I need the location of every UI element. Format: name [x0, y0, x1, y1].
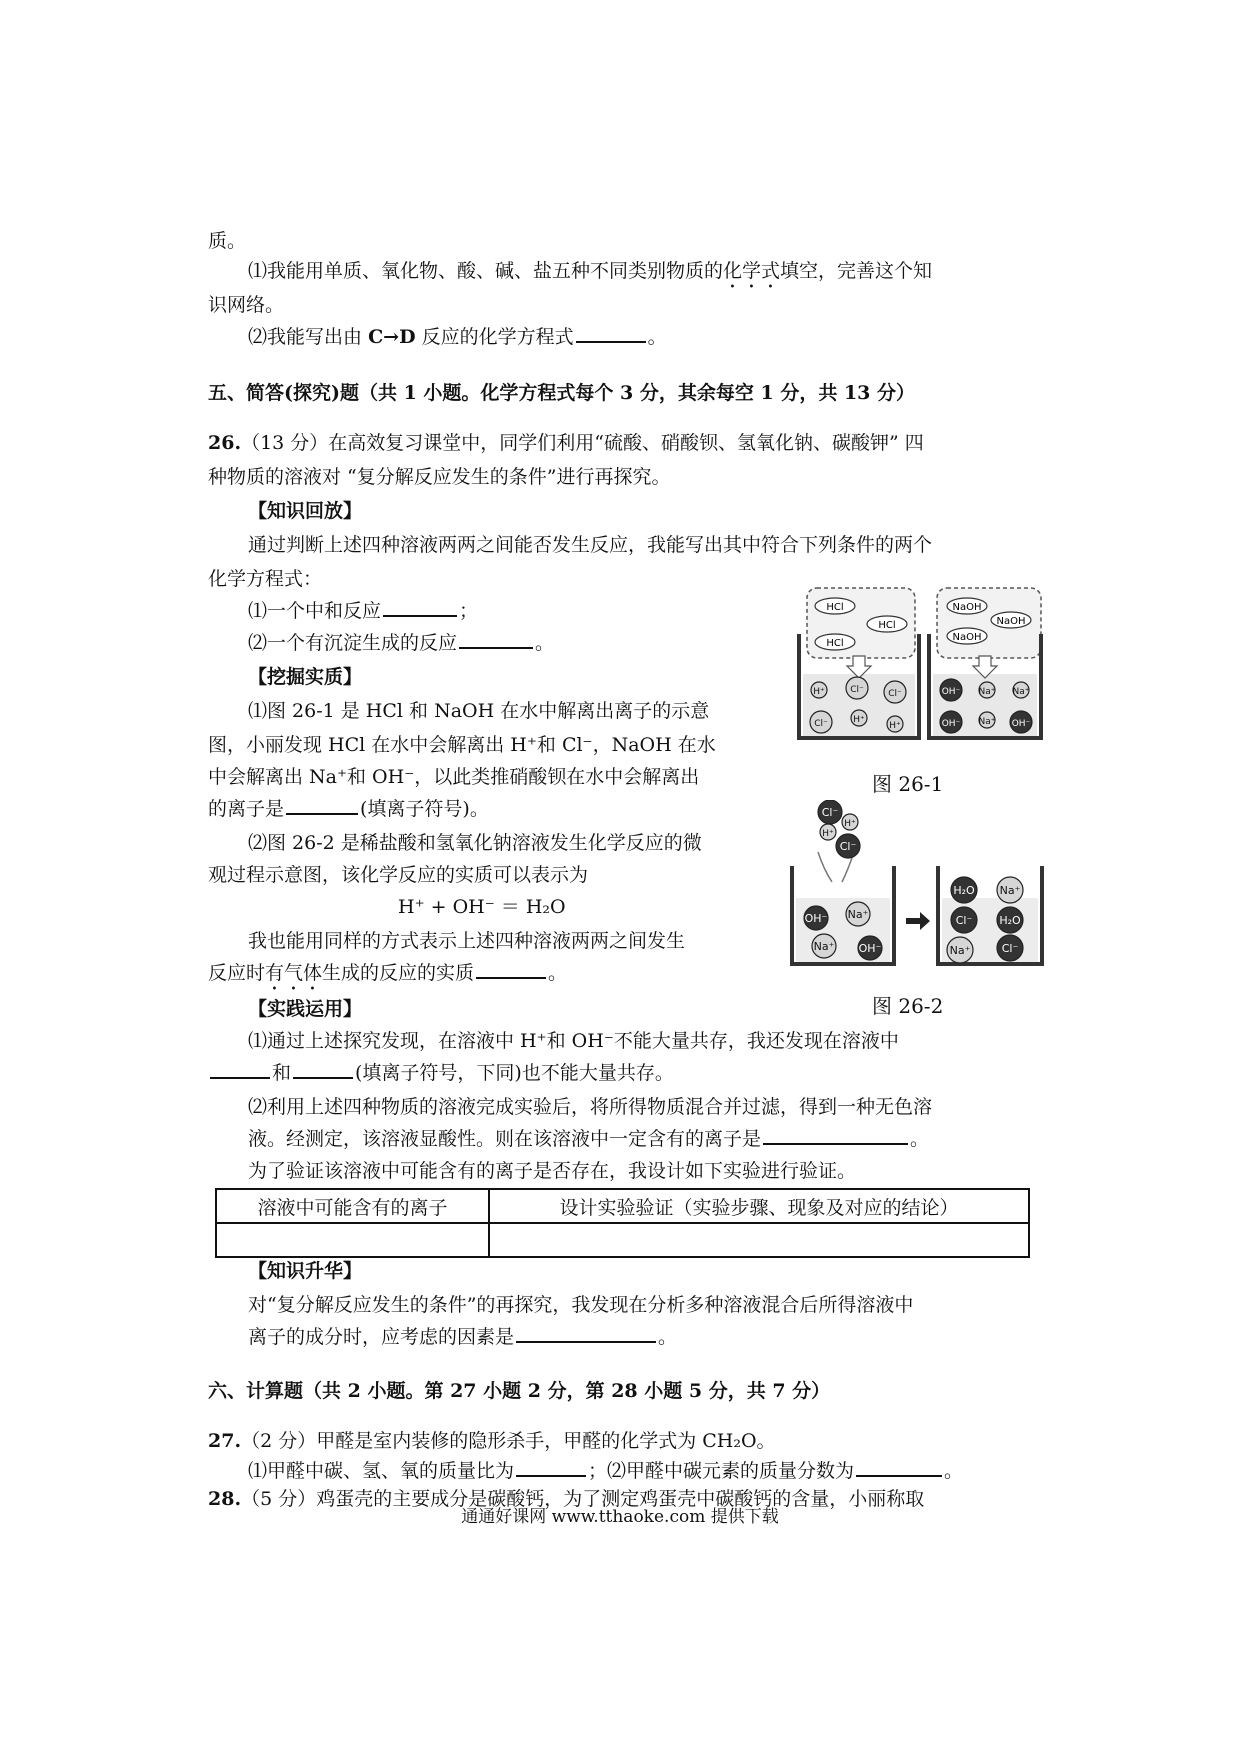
ion-label: Na⁺ [999, 884, 1021, 897]
section-6-heading [208, 1376, 830, 1406]
question-number: 28. [208, 1488, 242, 1510]
ion [997, 907, 1023, 933]
ion [842, 814, 858, 830]
molecule-text: NaOH [952, 602, 982, 613]
text-span: ⑵甲醛中碳元素的质量分数为 [607, 1460, 855, 1482]
ion [804, 906, 828, 930]
ion-label: Na⁺ [1012, 687, 1030, 697]
answer-blank[interactable] [856, 1457, 942, 1477]
table-cell[interactable] [216, 1223, 489, 1257]
ion-label: Cl⁻ [850, 685, 864, 695]
question-number: 26. [208, 432, 242, 454]
figure-26-2 [788, 800, 1048, 968]
ion [820, 824, 836, 840]
ion [858, 936, 882, 960]
ion-label: Na⁺ [813, 940, 835, 953]
ion-label: OH⁻ [804, 912, 828, 925]
text-line [208, 564, 322, 594]
reaction-label: C→D [368, 326, 416, 348]
ion-label: Cl⁻ [839, 840, 857, 853]
ion [940, 679, 962, 701]
figure-caption: 图 26-2 [872, 994, 944, 1018]
punct: ； [459, 600, 479, 622]
text-line [248, 1092, 932, 1122]
section-note: （共 1 小题。化学方程式每个 3 分，其余每空 1 分，共 13 分） [358, 382, 916, 404]
molecule-text: HCl [826, 602, 844, 613]
text-span: 对“复分解反应发生的条件”的再探究，我发现在分析多种溶液混合后所得溶液中 [248, 1294, 914, 1316]
text-line [248, 1290, 913, 1320]
text-line [208, 290, 284, 320]
text-span: 为了验证该溶液中可能含有的离子是否存在，我设计如下实验进行验证。 [248, 1160, 857, 1182]
ion [979, 682, 996, 698]
sub-heading: 【知识升华】 [248, 1260, 363, 1282]
molecule-label [867, 616, 907, 632]
ion-label: Na⁺ [978, 687, 996, 697]
sub-heading: 【知识回放】 [248, 500, 363, 522]
text-span: (填离子符号，下同)也不能大量共存。 [355, 1062, 674, 1084]
answer-blank[interactable] [763, 1125, 908, 1145]
table-header: 溶液中可能含有的离子 [216, 1189, 489, 1223]
text-span: 中会解离出 Na⁺和 OH⁻，以此类推硝酸钡在水中会解离出 [208, 766, 700, 788]
ion [851, 710, 867, 726]
text-line [208, 762, 699, 792]
emphasis-text: 化学式 [723, 260, 781, 282]
ion-label: Cl⁻ [814, 719, 828, 729]
punct: 。 [658, 1326, 678, 1348]
ion-label: OH⁻ [941, 719, 961, 729]
emphasis-text: 有气体 [265, 962, 323, 984]
text-line [248, 696, 709, 726]
molecule-label [815, 634, 855, 650]
table-row [216, 1223, 1029, 1257]
punct: 。 [647, 326, 667, 348]
text-span: 质。 [208, 230, 247, 252]
text-line [208, 860, 588, 890]
ion [997, 935, 1023, 961]
ion [812, 934, 836, 958]
molecule-text: HCl [878, 620, 896, 631]
text-line [248, 1156, 856, 1186]
ion [947, 937, 973, 963]
ion [884, 681, 906, 703]
answer-blank[interactable] [516, 1457, 586, 1477]
ion-label: H⁺ [853, 715, 865, 725]
text-line [248, 1456, 963, 1486]
molecule-text: NaOH [996, 616, 1026, 627]
ion [846, 677, 868, 699]
answer-blank[interactable] [459, 629, 533, 649]
question-number: 27. [208, 1430, 242, 1452]
text-span: ⑵一个有沉淀生成的反应 [248, 632, 458, 654]
text-span: 生成的反应的实质 [322, 962, 475, 984]
table-header-row [216, 1189, 1029, 1223]
answer-blank[interactable] [210, 1059, 270, 1079]
text-span: 反应的化学方程式 [421, 326, 574, 348]
answer-blank[interactable] [516, 1323, 656, 1343]
text-span: ⑵我能写出由 [248, 326, 363, 348]
question-27 [208, 1426, 776, 1456]
text-span: ⑴一个中和反应 [248, 600, 382, 622]
text-span: 填空，完善这个知 [780, 260, 933, 282]
ion [887, 716, 903, 732]
text-line [248, 628, 554, 658]
molecule-label [991, 612, 1031, 628]
ion-label: Na⁺ [949, 944, 971, 957]
sub-heading: 【挖掘实质】 [248, 666, 363, 688]
ion [810, 711, 832, 733]
ion [1010, 711, 1032, 733]
molecule-label [815, 598, 855, 614]
table-cell[interactable] [489, 1223, 1029, 1257]
answer-blank[interactable] [286, 795, 358, 815]
text-span: 种物质的溶液对 “复分解反应发生的条件”进行再探究。 [208, 466, 671, 488]
text-line [208, 730, 716, 760]
ion-label: H₂O [953, 884, 975, 897]
text-line [248, 1026, 899, 1056]
arrow-right-icon [906, 912, 930, 930]
text-line [248, 256, 932, 293]
question-26 [208, 428, 924, 458]
ion-label: Na⁺ [847, 908, 869, 921]
ion-label: Cl⁻ [888, 689, 902, 699]
ion [997, 877, 1023, 903]
text-span: （5 分）鸡蛋壳的主要成分是碳酸钙，为了测定鸡蛋壳中碳酸钙的含量，小丽称取 [241, 1488, 925, 1510]
page-footer: 通通好课网 www.tthaoke.com 提供下载 [461, 1507, 779, 1527]
text-span: 识网络。 [208, 294, 285, 316]
figure-26-1 [795, 586, 1045, 744]
section-title: 六、计算题 [208, 1380, 304, 1402]
figure-caption: 图 26-1 [872, 772, 944, 796]
sub-heading: 【实践运用】 [248, 998, 363, 1020]
ion-label: Cl⁻ [955, 914, 973, 927]
text-line [208, 1058, 674, 1088]
ion-label: OH⁻ [1011, 719, 1031, 729]
answer-blank[interactable] [383, 597, 457, 617]
text-line [248, 828, 702, 858]
ion [951, 907, 977, 933]
ion [979, 712, 996, 728]
punct: 。 [944, 1460, 964, 1482]
text-line [208, 462, 670, 492]
text-span: （13 分）在高效复习课堂中，同学们利用“硫酸、硝酸钡、氢氧化钠、碳酸钾” 四 [241, 432, 924, 454]
text-span: （2 分）甲醛是室内装修的隐形杀手，甲醛的化学式为 CH₂O。 [241, 1430, 776, 1452]
ion [940, 711, 962, 733]
section-5-heading [208, 378, 915, 408]
text-line [208, 226, 246, 256]
punct: 。 [535, 632, 555, 654]
text-line [208, 958, 567, 995]
ion [836, 834, 860, 858]
ion [1013, 682, 1030, 698]
ion [846, 902, 870, 926]
text-span: ⑴图 26-1 是 HCl 和 NaOH 在水中解离出离子的示意 [248, 700, 710, 722]
text-span: 化学方程式： [208, 568, 323, 590]
molecule-text: NaOH [952, 632, 982, 643]
ion-label: H⁺ [844, 819, 856, 829]
text-span: 液。经测定，该溶液显酸性。则在该溶液中一定含有的离子是 [248, 1128, 762, 1150]
ion-label: Cl⁻ [1001, 942, 1019, 955]
text-span: 和 [272, 1062, 292, 1084]
text-line [248, 1322, 677, 1352]
table-header: 设计实验验证（实验步骤、现象及对应的结论） [489, 1189, 1029, 1223]
text-span: 反应时 [208, 962, 266, 984]
text-span: ⑴我能用单质、氧化物、酸、碱、盐五种不同类别物质的 [248, 260, 724, 282]
text-span: 的离子是 [208, 798, 285, 820]
punct: 。 [548, 962, 568, 984]
verification-table [215, 1188, 1030, 1258]
ion-label: OH⁻ [941, 687, 961, 697]
punct: ； [588, 1460, 608, 1482]
ion-label: Na⁺ [978, 717, 996, 727]
molecule-text: HCl [826, 638, 844, 649]
ion-label: Cl⁻ [821, 806, 839, 819]
ion-label: H₂O [999, 914, 1021, 927]
text-span: 观过程示意图，该化学反应的实质可以表示为 [208, 864, 589, 886]
text-span: 通过判断上述四种溶液两两之间能否发生反应，我能写出其中符合下列条件的两个 [248, 534, 933, 556]
ion [811, 682, 827, 698]
text-span: (填离子符号)。 [360, 798, 489, 820]
text-line [208, 794, 489, 824]
text-span: 图，小丽发现 HCl 在水中会解离出 H⁺和 Cl⁻，NaOH 在水 [208, 734, 716, 756]
ion-label: H⁺ [822, 829, 834, 839]
text-line [248, 322, 667, 352]
text-line [248, 1124, 929, 1154]
ion [951, 877, 977, 903]
text-span: ⑴通过上述探究发现，在溶液中 H⁺和 OH⁻不能大量共存，我还发现在溶液中 [248, 1030, 899, 1052]
section-title: 五、简答(探究)题 [208, 382, 359, 404]
text-line [248, 596, 478, 626]
section-note: （共 2 小题。第 27 小题 2 分，第 28 小题 5 分，共 7 分） [303, 1380, 831, 1402]
text-span: 我也能用同样的方式表示上述四种溶液两两之间发生 [248, 930, 686, 952]
text-span: ⑵利用上述四种物质的溶液完成实验后，将所得物质混合并过滤，得到一种无色溶 [248, 1096, 933, 1118]
text-span: ⑵图 26-2 是稀盐酸和氢氧化钠溶液发生化学反应的微 [248, 832, 702, 854]
ion-label: H⁺ [813, 687, 825, 697]
ion [818, 800, 842, 824]
text-span: ⑴甲醛中碳、氢、氧的质量比为 [248, 1460, 515, 1482]
ion-label: OH⁻ [858, 942, 882, 955]
answer-blank[interactable] [576, 323, 646, 343]
molecule-label [947, 598, 987, 614]
text-line [248, 530, 932, 560]
text-span: 离子的成分时，应考虑的因素是 [248, 1326, 515, 1348]
ion-label: H⁺ [889, 721, 901, 731]
ionic-equation: H⁺ + OH⁻ ＝ H₂O [398, 896, 566, 918]
answer-blank[interactable] [476, 959, 546, 979]
molecule-label [947, 628, 987, 644]
answer-blank[interactable] [293, 1059, 353, 1079]
text-line [248, 926, 685, 956]
punct: 。 [910, 1128, 930, 1150]
